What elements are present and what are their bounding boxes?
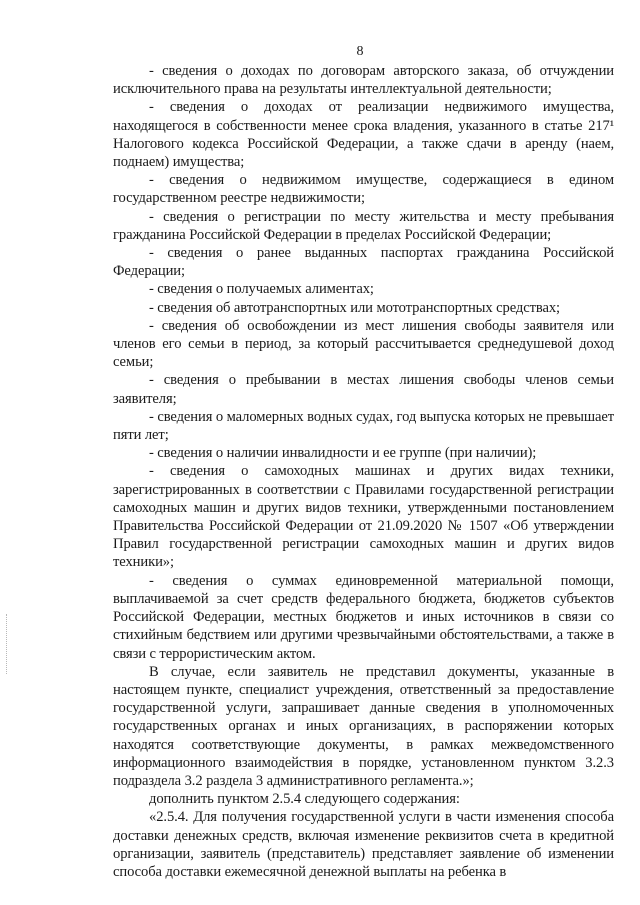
paragraph-1: - сведения о доходах по договорам авторского заказа, об отчуждении исключительного права на результаты интеллектуальной деятельности; xyxy=(113,63,614,98)
paragraph-2: - сведения о доходах от реализации недвижимого имущества, находящегося в собственности менее срока владения, указанного в статье 217¹ Налогового кодекса Российской Федерации, а также сдачи в аренду (наем, поднаем) имущества; xyxy=(113,99,614,171)
paragraph-12: - сведения о самоходных машинах и других видах техники, зарегистрированных в соответствии с Правилами государственной регистрации самоходных машин и других видов техники, утвержденными постановлением Правительства Российской Федерации от 21.09.2020 № 1507 «Об утверждении Правил государственной регистрации самоходных машин и других видов техники»; xyxy=(113,463,614,571)
paragraph-14: В случае, если заявитель не представил документы, указанные в настоящем пункте, специалист учреждения, ответственный за предоставление государственной услуги, запрашивает данные сведения в уполномоченных государственных органах и иных организациях, в распоряжении которых находятся соответствующие документы, в рамках межведомственного информационного взаимодействия в порядке, установленном пунктом 3.2.3 подраздела 3.2 раздела 3 административного регламента.»; xyxy=(113,663,614,789)
page-number: 8 xyxy=(356,44,364,59)
paragraph-3: - сведения о недвижимом имуществе, содержащиеся в едином государственном реестре недвижимости; xyxy=(113,172,614,207)
scan-margin-marks xyxy=(6,614,9,674)
paragraph-9: - сведения о пребывании в местах лишения свободы членов семьи заявителя; xyxy=(113,372,614,407)
document-body xyxy=(113,62,614,881)
paragraph-15: дополнить пунктом 2.5.4 следующего содержания: xyxy=(149,791,460,808)
paragraph-7: - сведения об автотранспортных или мототранспортных средствах; xyxy=(149,299,561,316)
paragraph-5: - сведения о ранее выданных паспортах гражданина Российской Федерации; xyxy=(113,245,614,280)
paragraph-6: - сведения о получаемых алиментах; xyxy=(149,281,374,298)
paragraph-11: - сведения о наличии инвалидности и ее группе (при наличии); xyxy=(149,445,537,462)
paragraph-10: - сведения о маломерных водных судах, год выпуска которых не превышает пяти лет; xyxy=(113,408,614,444)
paragraph-4: - сведения о регистрации по месту жительства и месту пребывания гражданина Российской Федерации в пределах Российской Федерации; xyxy=(113,208,614,243)
paragraph-8: - сведения об освобождении из мест лишения свободы заявителя или членов его семьи в период, за который рассчитывается среднедушевой доход семьи; xyxy=(113,317,614,371)
paragraph-16: «2.5.4. Для получения государственной услуги в части изменения способа доставки денежных средств, включая изменение реквизитов счета в кредитной организации, заявитель (представитель) представляет заявление об изменении способа доставки ежемесячной денежной выплаты на ребенка в xyxy=(113,809,614,880)
paragraph-13: - сведения о суммах единовременной материальной помощи, выплачиваемой за счет средств федерального бюджета, бюджетов субъектов Российской Федерации, местных бюджетов и иных источников в связи со стихийным бедствием или другими чрезвычайными обстоятельствами, а также в связи с террористическим актом. xyxy=(113,572,614,662)
